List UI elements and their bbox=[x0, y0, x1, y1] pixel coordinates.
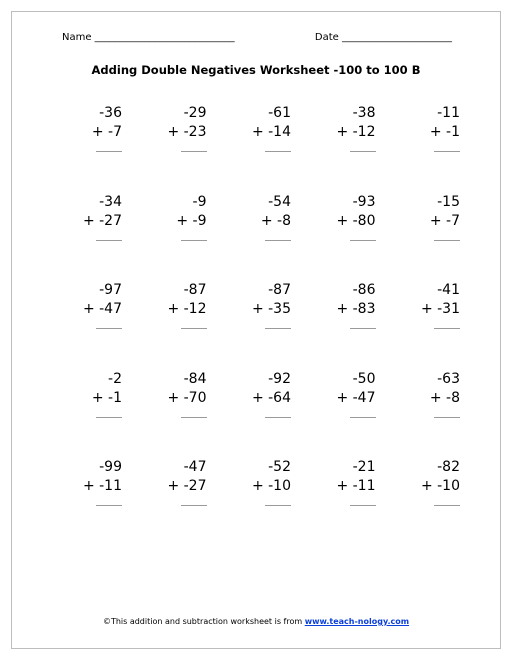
answer-line[interactable] bbox=[350, 151, 376, 153]
plus-operator: + bbox=[420, 478, 433, 494]
addend-bottom-row bbox=[139, 123, 207, 142]
answer-line[interactable] bbox=[96, 417, 122, 419]
plus-operator: + bbox=[251, 301, 264, 317]
plus-operator: + bbox=[82, 301, 95, 317]
problem-grid bbox=[54, 104, 477, 547]
addend-bottom-row bbox=[54, 123, 122, 142]
problem-11 bbox=[54, 281, 122, 370]
problem-23 bbox=[223, 458, 291, 547]
answer-line[interactable] bbox=[350, 417, 376, 419]
plus-operator: + bbox=[336, 301, 349, 317]
addend-bottom: -35 bbox=[268, 301, 291, 317]
addend-bottom-row bbox=[54, 389, 122, 408]
problem-19 bbox=[308, 370, 376, 459]
addend-bottom-row bbox=[223, 212, 291, 231]
addend-top: -99 bbox=[99, 459, 122, 475]
answer-line[interactable] bbox=[181, 505, 207, 507]
addend-bottom-row bbox=[54, 300, 122, 319]
plus-operator: + bbox=[167, 301, 180, 317]
plus-operator: + bbox=[167, 478, 180, 494]
problem-3 bbox=[223, 104, 291, 193]
answer-line[interactable] bbox=[96, 328, 122, 330]
name-field[interactable]: Name ____________________________ bbox=[62, 32, 235, 43]
addend-top: -11 bbox=[437, 105, 460, 121]
footer bbox=[12, 617, 500, 626]
addend-top: -63 bbox=[437, 370, 460, 387]
addend-bottom-row bbox=[308, 300, 376, 319]
addend-bottom: -11 bbox=[352, 478, 376, 494]
answer-line[interactable] bbox=[434, 417, 460, 419]
addend-top: -86 bbox=[352, 282, 376, 298]
addend-bottom: -12 bbox=[183, 301, 207, 317]
addend-bottom: -10 bbox=[437, 478, 460, 494]
addend-top: -47 bbox=[183, 459, 207, 475]
problem-16 bbox=[54, 370, 122, 459]
addend-top: -29 bbox=[183, 105, 207, 121]
addend-bottom: -8 bbox=[277, 212, 291, 229]
addend-bottom-row bbox=[308, 389, 376, 408]
problem-12 bbox=[139, 281, 207, 370]
answer-line[interactable] bbox=[265, 505, 291, 507]
addend-bottom: -7 bbox=[446, 212, 460, 229]
addend-bottom: -83 bbox=[352, 301, 376, 317]
addend-top: -9 bbox=[192, 193, 207, 210]
addend-bottom-row bbox=[139, 300, 207, 319]
addend-top: -38 bbox=[352, 105, 376, 121]
plus-operator: + bbox=[82, 212, 95, 229]
problem-10 bbox=[392, 193, 460, 282]
addend-top: -15 bbox=[437, 193, 460, 210]
addend-bottom-row bbox=[54, 477, 122, 496]
footer-link[interactable]: www.teach-nology.com bbox=[304, 617, 410, 626]
problem-14 bbox=[308, 281, 376, 370]
addend-bottom: -14 bbox=[268, 124, 291, 140]
addend-bottom-row bbox=[139, 389, 207, 408]
plus-operator: + bbox=[251, 478, 264, 494]
addend-bottom-row bbox=[392, 477, 460, 496]
addend-bottom: -64 bbox=[268, 389, 291, 406]
problem-20 bbox=[392, 370, 460, 459]
addend-bottom: -7 bbox=[108, 124, 122, 140]
answer-line[interactable] bbox=[96, 151, 122, 153]
answer-line[interactable] bbox=[434, 151, 460, 153]
addend-bottom-row bbox=[139, 212, 207, 231]
plus-operator: + bbox=[176, 212, 189, 229]
addend-top: -87 bbox=[268, 282, 291, 298]
problem-25 bbox=[392, 458, 460, 547]
answer-line[interactable] bbox=[265, 417, 291, 419]
problem-17 bbox=[139, 370, 207, 459]
addend-top: -34 bbox=[99, 193, 122, 210]
problem-22 bbox=[139, 458, 207, 547]
plus-operator: + bbox=[429, 389, 442, 406]
plus-operator: + bbox=[336, 212, 349, 229]
answer-line[interactable] bbox=[96, 240, 122, 242]
plus-operator: + bbox=[260, 212, 273, 229]
addend-top: -61 bbox=[268, 105, 291, 121]
problem-8 bbox=[223, 193, 291, 282]
addend-bottom: -31 bbox=[437, 301, 460, 317]
answer-line[interactable] bbox=[350, 328, 376, 330]
plus-operator: + bbox=[251, 124, 264, 140]
addend-bottom: -23 bbox=[183, 124, 207, 140]
plus-operator: + bbox=[167, 389, 180, 406]
addend-top: -52 bbox=[268, 459, 291, 475]
addend-bottom: -47 bbox=[352, 389, 376, 406]
addend-top: -87 bbox=[183, 282, 207, 298]
addend-top: -54 bbox=[268, 193, 291, 210]
worksheet-title: Adding Double Negatives Worksheet -100 to 100 B bbox=[91, 63, 421, 77]
addend-bottom-row bbox=[392, 389, 460, 408]
answer-line[interactable] bbox=[434, 328, 460, 330]
problem-21 bbox=[54, 458, 122, 547]
plus-operator: + bbox=[336, 478, 349, 494]
answer-line[interactable] bbox=[181, 151, 207, 153]
plus-operator: + bbox=[429, 212, 442, 229]
addend-top: -50 bbox=[352, 370, 376, 387]
plus-operator: + bbox=[336, 124, 349, 140]
plus-operator: + bbox=[82, 478, 95, 494]
footer-text: ©This addition and subtraction worksheet is from bbox=[102, 617, 305, 626]
header-row bbox=[62, 32, 452, 43]
addend-bottom: -27 bbox=[183, 478, 207, 494]
answer-line[interactable] bbox=[350, 240, 376, 242]
addend-bottom-row bbox=[392, 123, 460, 142]
plus-operator: + bbox=[91, 389, 104, 406]
answer-line[interactable] bbox=[434, 505, 460, 507]
addend-bottom: -9 bbox=[192, 212, 207, 229]
addend-top: -41 bbox=[437, 282, 460, 298]
addend-bottom: -11 bbox=[99, 478, 122, 494]
addend-bottom: -70 bbox=[183, 389, 207, 406]
problem-15 bbox=[392, 281, 460, 370]
answer-line[interactable] bbox=[265, 151, 291, 153]
addend-bottom-row bbox=[392, 212, 460, 231]
addend-top: -97 bbox=[99, 282, 122, 298]
plus-operator: + bbox=[420, 301, 433, 317]
addend-top: -92 bbox=[268, 370, 291, 387]
problem-4 bbox=[308, 104, 376, 193]
problem-5 bbox=[392, 104, 460, 193]
problem-13 bbox=[223, 281, 291, 370]
addend-bottom-row bbox=[392, 300, 460, 319]
plus-operator: + bbox=[336, 389, 349, 406]
addend-bottom: -80 bbox=[352, 212, 376, 229]
plus-operator: + bbox=[429, 124, 442, 140]
addend-top: -82 bbox=[437, 459, 460, 475]
answer-line[interactable] bbox=[265, 240, 291, 242]
addend-bottom-row bbox=[54, 212, 122, 231]
problem-2 bbox=[139, 104, 207, 193]
answer-line[interactable] bbox=[434, 240, 460, 242]
addend-top: -21 bbox=[352, 459, 376, 475]
addend-top: -2 bbox=[108, 370, 122, 387]
answer-line[interactable] bbox=[96, 505, 122, 507]
addend-bottom-row bbox=[223, 477, 291, 496]
plus-operator: + bbox=[91, 124, 104, 140]
problem-18 bbox=[223, 370, 291, 459]
addend-top: -36 bbox=[99, 105, 122, 121]
addend-bottom: -8 bbox=[446, 389, 460, 406]
addend-bottom-row bbox=[308, 212, 376, 231]
addend-bottom: -12 bbox=[352, 124, 376, 140]
date-field[interactable]: Date ______________________ bbox=[314, 32, 452, 43]
answer-line[interactable] bbox=[181, 417, 207, 419]
addend-bottom-row bbox=[139, 477, 207, 496]
problem-6 bbox=[54, 193, 122, 282]
addend-bottom-row bbox=[223, 389, 291, 408]
addend-bottom-row bbox=[223, 300, 291, 319]
addend-top: -93 bbox=[352, 193, 376, 210]
addend-top: -84 bbox=[183, 370, 207, 387]
problem-9 bbox=[308, 193, 376, 282]
answer-line[interactable] bbox=[181, 328, 207, 330]
answer-line[interactable] bbox=[181, 240, 207, 242]
plus-operator: + bbox=[251, 389, 264, 406]
answer-line[interactable] bbox=[265, 328, 291, 330]
addend-bottom: -1 bbox=[446, 124, 460, 140]
answer-line[interactable] bbox=[350, 505, 376, 507]
problem-7 bbox=[139, 193, 207, 282]
plus-operator: + bbox=[167, 124, 180, 140]
addend-bottom-row bbox=[308, 477, 376, 496]
worksheet-page bbox=[11, 11, 501, 649]
problem-1 bbox=[54, 104, 122, 193]
addend-bottom-row bbox=[223, 123, 291, 142]
addend-bottom: -1 bbox=[108, 389, 122, 406]
addend-bottom: -27 bbox=[99, 212, 122, 229]
addend-bottom-row bbox=[308, 123, 376, 142]
addend-bottom: -10 bbox=[268, 478, 291, 494]
problem-24 bbox=[308, 458, 376, 547]
addend-bottom: -47 bbox=[99, 301, 122, 317]
